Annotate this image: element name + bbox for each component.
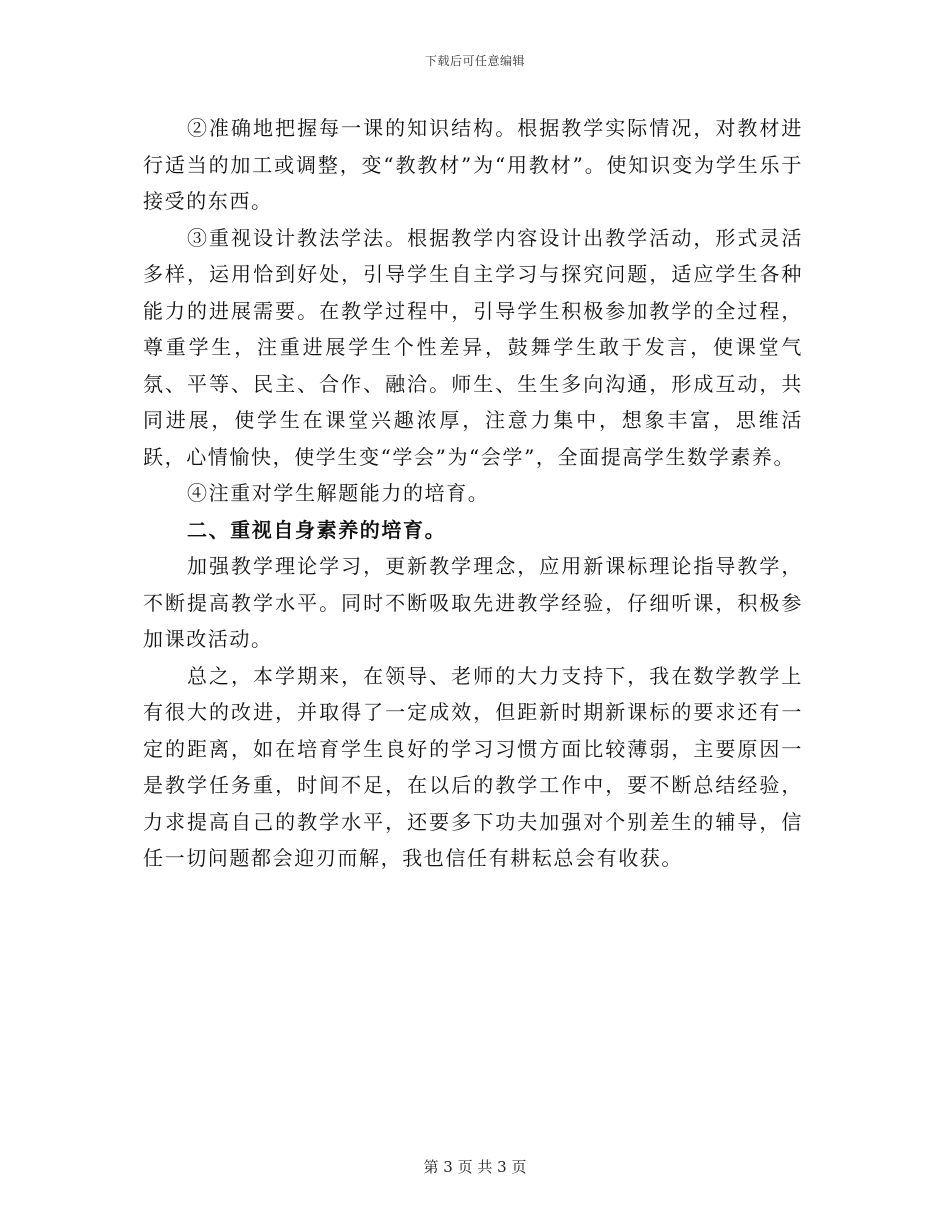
document-body xyxy=(143,110,803,877)
paragraph-knowledge-structure: ②准确地把握每一课的知识结构。根据教学实际情况，对教材进行适当的加工或调整，变“教教材”为“用教材”。使知识变为学生乐于接受的东西。 xyxy=(143,116,803,213)
paragraph-teaching-methods: ③重视设计教法学法。根据教学内容设计出教学活动，形式灵活多样，运用恰到好处，引导学生自主学习与探究问题，适应学生各种能力的进展需要。在教学过程中，引导学生积极参加教学的全过程，尊重学生，注重进展学生个性差异，鼓舞学生敢于发言，使课堂气氛、平等、民主、合作、融洽。师生、生生多向沟通，形成互动，共同进展，使学生在课堂兴趣浓厚，注意力集中，想象丰富，思维活跃，心情愉快，使学生变“学会”为“会学”，全面提高学生数学素养。 xyxy=(143,225,803,469)
paragraph-problem-solving: ④注重对学生解题能力的培育。 xyxy=(187,481,490,505)
paragraph-theory-study: 加强教学理论学习，更新教学理念，应用新课标理论指导教学，不断提高教学水平。同时不断吸取先进教学经验，仔细听课，积极参加课改活动。 xyxy=(143,554,803,651)
page-number: 第 3 页 共 3 页 xyxy=(423,1158,527,1176)
paragraph-summary: 总之，本学期来，在领导、老师的大力支持下，我在数学教学上有很大的改进，并取得了一定成效，但距新时期新课标的要求还有一定的距离，如在培育学生良好的学习习惯方面比较薄弱，主要原因一是教学任务重，时间不足，在以后的教学工作中，要不断总结经验，力求提高自己的教学水平，还要多下功夫加强对个别差生的辅导，信任一切问题都会迎刃而解，我也信任有耕耘总会有收获。 xyxy=(143,663,803,870)
page-header: 下载后可任意编辑 xyxy=(424,54,525,68)
section-heading: 二、重视自身素养的培育。 xyxy=(187,517,447,542)
